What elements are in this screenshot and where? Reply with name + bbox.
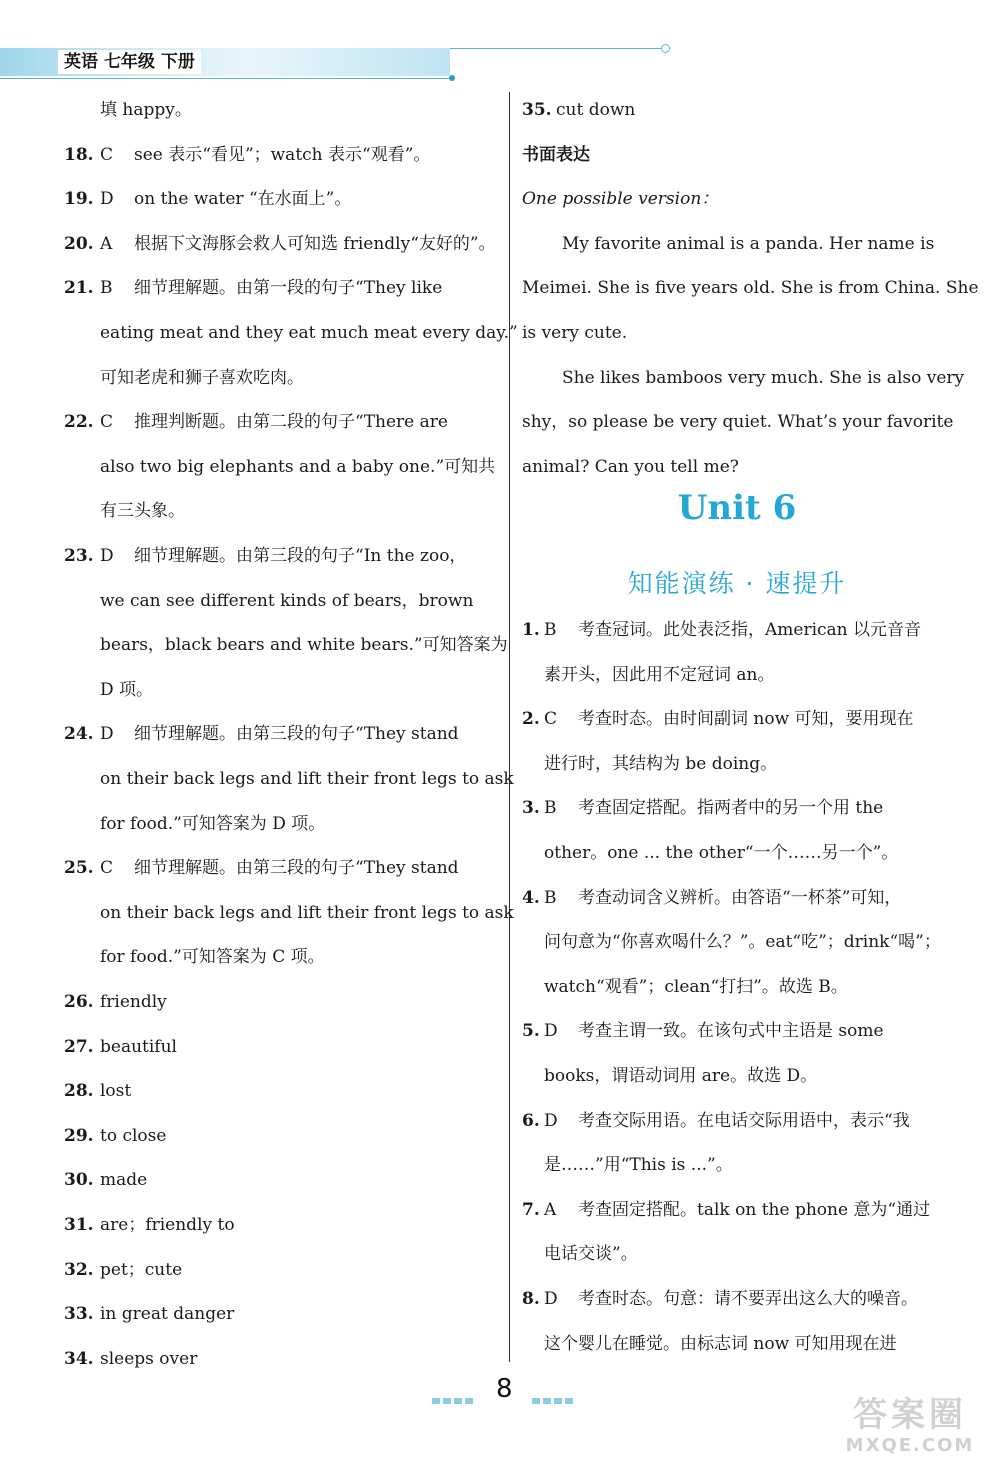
answer-choice: D (100, 546, 114, 566)
answer-text: on the water “在水面上”。 (134, 189, 352, 210)
answer-item (64, 980, 498, 1024)
answer-item (64, 222, 498, 266)
answer-text: Meimei. She is five years old. She is from China. She (522, 278, 979, 299)
item-number: 27. (64, 1036, 94, 1057)
answer-text: books，谓语动词用 are。故选 D。 (544, 1066, 818, 1086)
answer-text: 问句意为“你喜欢喝什么？”。eat“吃”；drink“喝”； (544, 932, 941, 953)
answer-choice: A (544, 1199, 557, 1220)
answer-text: 素开头，因此用不定冠词 an。 (544, 664, 775, 685)
answer-text: on their back legs and lift their front legs to ask (100, 769, 514, 789)
answer-text: to close (100, 1125, 167, 1146)
answer-continuation (64, 623, 508, 667)
answer-choice: C (100, 144, 114, 165)
watermark-url: MXQE.COM (845, 1435, 975, 1456)
answer-continuation (522, 920, 952, 964)
book-title: 英语 七年级 下册 (58, 50, 201, 74)
item-number: 34. (64, 1348, 94, 1369)
answer-text: also two big elephants and a baby one.”可知共 (100, 456, 496, 477)
answer-item (64, 177, 498, 221)
answer-text: 电话交谈”。 (544, 1244, 638, 1265)
answer-choice: D (544, 1110, 558, 1131)
item-number: 7. (522, 1199, 540, 1220)
item-number: 31. (64, 1215, 94, 1235)
answer-text: She likes bamboos very much. She is also very (562, 367, 965, 388)
answer-text: 进行时，其结构为 be doing。 (544, 753, 778, 774)
answer-text: shy，so please be very quiet. What’s your favorite (522, 412, 954, 433)
answer-item (522, 697, 952, 741)
answer-text: 是……”用“This is ...”。 (544, 1155, 733, 1176)
answer-continuation (522, 222, 952, 266)
answer-text: eating meat and they eat much meat every day.” (100, 323, 518, 343)
answer-continuation (64, 356, 498, 400)
item-number: 8. (522, 1289, 540, 1309)
answer-continuation (522, 831, 952, 875)
item-number: 4. (522, 887, 540, 908)
answer-text: 可知老虎和狮子喜欢吃肉。 (100, 367, 304, 388)
answer-item (522, 1099, 952, 1143)
answer-continuation (522, 742, 952, 786)
answer-continuation (522, 1232, 952, 1276)
answer-choice: B (544, 620, 557, 640)
answer-choice: A (100, 233, 113, 254)
answer-text: 细节理解题。由第三段的句子“In the zoo， (134, 546, 467, 566)
answer-continuation (64, 757, 514, 801)
answer-continuation (522, 266, 979, 310)
answer-continuation (64, 311, 518, 355)
answer-text: watch“观看”；clean“打扫”。故选 B。 (544, 976, 848, 997)
answer-item (522, 876, 952, 920)
answer-choice: D (100, 189, 114, 210)
answer-item (64, 846, 498, 890)
answer-continuation (64, 802, 498, 846)
answer-continuation (64, 579, 498, 623)
answer-text: bears，black bears and white bears.”可知答案为 (100, 635, 508, 656)
footer-decoration-right (532, 1389, 576, 1395)
answer-text: 考查时态。句意：请不要弄出这么大的噪音。 (578, 1289, 918, 1309)
answer-item (64, 1292, 498, 1336)
item-number: 26. (64, 992, 94, 1012)
answer-item (64, 534, 498, 578)
answer-choice: B (544, 798, 557, 819)
answer-text: 考查冠词。此处表泛指，American 以元音音 (578, 620, 922, 640)
watermark-logo-text: 答案圈 (853, 1395, 967, 1435)
item-number: 23. (64, 546, 94, 566)
answer-text: for food.”可知答案为 D 项。 (100, 813, 326, 834)
answer-choice: B (544, 887, 557, 908)
item-number: 28. (64, 1081, 94, 1102)
answer-continuation (522, 965, 952, 1009)
answer-text: 有三头象。 (100, 501, 185, 522)
item-number: 19. (64, 189, 94, 210)
header-rule-bottom (0, 78, 452, 79)
answer-continuation (64, 891, 514, 935)
answer-item (64, 1025, 498, 1069)
answer-text: lost (100, 1081, 132, 1102)
answer-text: see 表示“看见”；watch 表示“观看”。 (134, 144, 431, 165)
answer-continuation (522, 177, 952, 221)
answer-text: 细节理解题。由第三段的句子“They stand (134, 858, 459, 879)
answer-choice: D (544, 1021, 558, 1042)
answer-choice: C (100, 858, 114, 879)
item-number: 30. (64, 1170, 94, 1191)
item-number: 29. (64, 1125, 94, 1146)
section-subtitle: 知能演练 · 速提升 (627, 569, 847, 598)
answer-text: other。one ... the other“一个……另一个”。 (544, 843, 899, 863)
answer-text: 细节理解题。由第三段的句子“They stand (134, 724, 459, 745)
item-number: 5. (522, 1021, 540, 1042)
answer-text: beautiful (100, 1036, 177, 1057)
answer-item (64, 400, 498, 444)
answer-text: for food.”可知答案为 C 项。 (100, 947, 325, 968)
answer-text: 考查固定搭配。指两者中的另一个用 the (578, 798, 884, 819)
item-number: 24. (64, 724, 94, 745)
answer-text: made (100, 1170, 148, 1191)
answer-text: 推理判断题。由第二段的句子“There are (134, 412, 448, 433)
version-label: One possible version： (522, 189, 719, 210)
answer-text: in great danger (100, 1304, 235, 1325)
answer-text: is very cute. (522, 323, 628, 343)
answer-item (522, 1277, 952, 1321)
unit-title: Unit 6 (677, 488, 797, 528)
answer-continuation (522, 1054, 952, 1098)
answer-choice: C (544, 709, 558, 730)
answer-item (522, 88, 952, 132)
item-number: 1. (522, 620, 540, 640)
answer-choice: D (100, 724, 114, 745)
answer-continuation (522, 356, 965, 400)
answer-text: 细节理解题。由第一段的句子“They like (134, 278, 443, 299)
item-number: 35. (522, 100, 552, 120)
item-number: 33. (64, 1304, 94, 1325)
answer-item (64, 1248, 498, 1292)
answer-text: D 项。 (100, 679, 154, 700)
answer-choice: C (100, 412, 114, 433)
answer-text: are；friendly to (100, 1215, 235, 1235)
item-number: 32. (64, 1259, 94, 1280)
answer-item (64, 133, 498, 177)
answer-text: 考查固定搭配。talk on the phone 意为“通过 (578, 1199, 931, 1220)
answer-item (64, 1069, 498, 1113)
page-number: 8 (496, 1374, 513, 1404)
answer-continuation (522, 653, 952, 697)
answer-continuation (522, 1322, 952, 1366)
answer-item (64, 1203, 498, 1247)
item-number: 6. (522, 1110, 540, 1131)
answer-text: 根据下文海豚会救人可知选 friendly“友好的”。 (134, 233, 496, 254)
answer-continuation (522, 445, 952, 489)
header-dot-marker (449, 75, 455, 81)
answer-continuation (522, 1143, 952, 1187)
item-number: 2. (522, 709, 540, 730)
answer-continuation (64, 935, 498, 979)
answer-continuation (64, 445, 498, 489)
item-number: 20. (64, 233, 94, 254)
answer-text: cut down (556, 100, 636, 120)
answer-text: friendly (100, 992, 167, 1012)
answer-item (522, 1188, 952, 1232)
answer-item (64, 1114, 498, 1158)
answer-continuation (64, 668, 498, 712)
item-number: 3. (522, 798, 540, 819)
answer-item (522, 1009, 952, 1053)
answer-text: on their back legs and lift their front legs to ask (100, 902, 514, 923)
footer-decoration-left (432, 1389, 476, 1395)
answer-item (64, 266, 498, 310)
answer-text: 填 happy。 (100, 100, 192, 120)
answer-item (522, 786, 952, 830)
answer-item (64, 1337, 498, 1381)
answer-text: we can see different kinds of bears，brown (100, 590, 474, 611)
answer-continuation (522, 311, 952, 355)
answer-item (522, 608, 952, 652)
answer-text: 考查交际用语。在电话交际用语中，表示“我 (578, 1110, 910, 1131)
column-divider (509, 92, 510, 1362)
answer-text: animal? Can you tell me? (522, 456, 739, 477)
answer-text: 考查时态。由时间副词 now 可知，要用现在 (578, 709, 914, 730)
item-number: 18. (64, 144, 94, 165)
answer-continuation (522, 133, 952, 177)
answer-text: 考查主谓一致。在该句式中主语是 some (578, 1021, 884, 1042)
item-number: 22. (64, 412, 94, 433)
answer-continuation (522, 400, 952, 444)
header-circle-marker (661, 44, 670, 53)
answer-item (64, 1158, 498, 1202)
answer-text: pet；cute (100, 1259, 183, 1280)
section-heading: 书面表达 (522, 144, 590, 165)
answer-choice: D (544, 1289, 558, 1309)
answer-text: My favorite animal is a panda. Her name is (562, 233, 935, 254)
answer-text: sleeps over (100, 1348, 198, 1369)
watermark (830, 1395, 990, 1465)
answer-continuation (64, 489, 498, 533)
answer-continuation (64, 88, 498, 132)
answer-choice: B (100, 278, 113, 299)
answer-text: 这个婴儿在睡觉。由标志词 now 可知用现在进 (544, 1333, 897, 1354)
item-number: 25. (64, 858, 94, 879)
item-number: 21. (64, 278, 94, 299)
answer-text: 考查动词含义辨析。由答语“一杯茶”可知， (578, 887, 902, 908)
answer-item (64, 712, 498, 756)
